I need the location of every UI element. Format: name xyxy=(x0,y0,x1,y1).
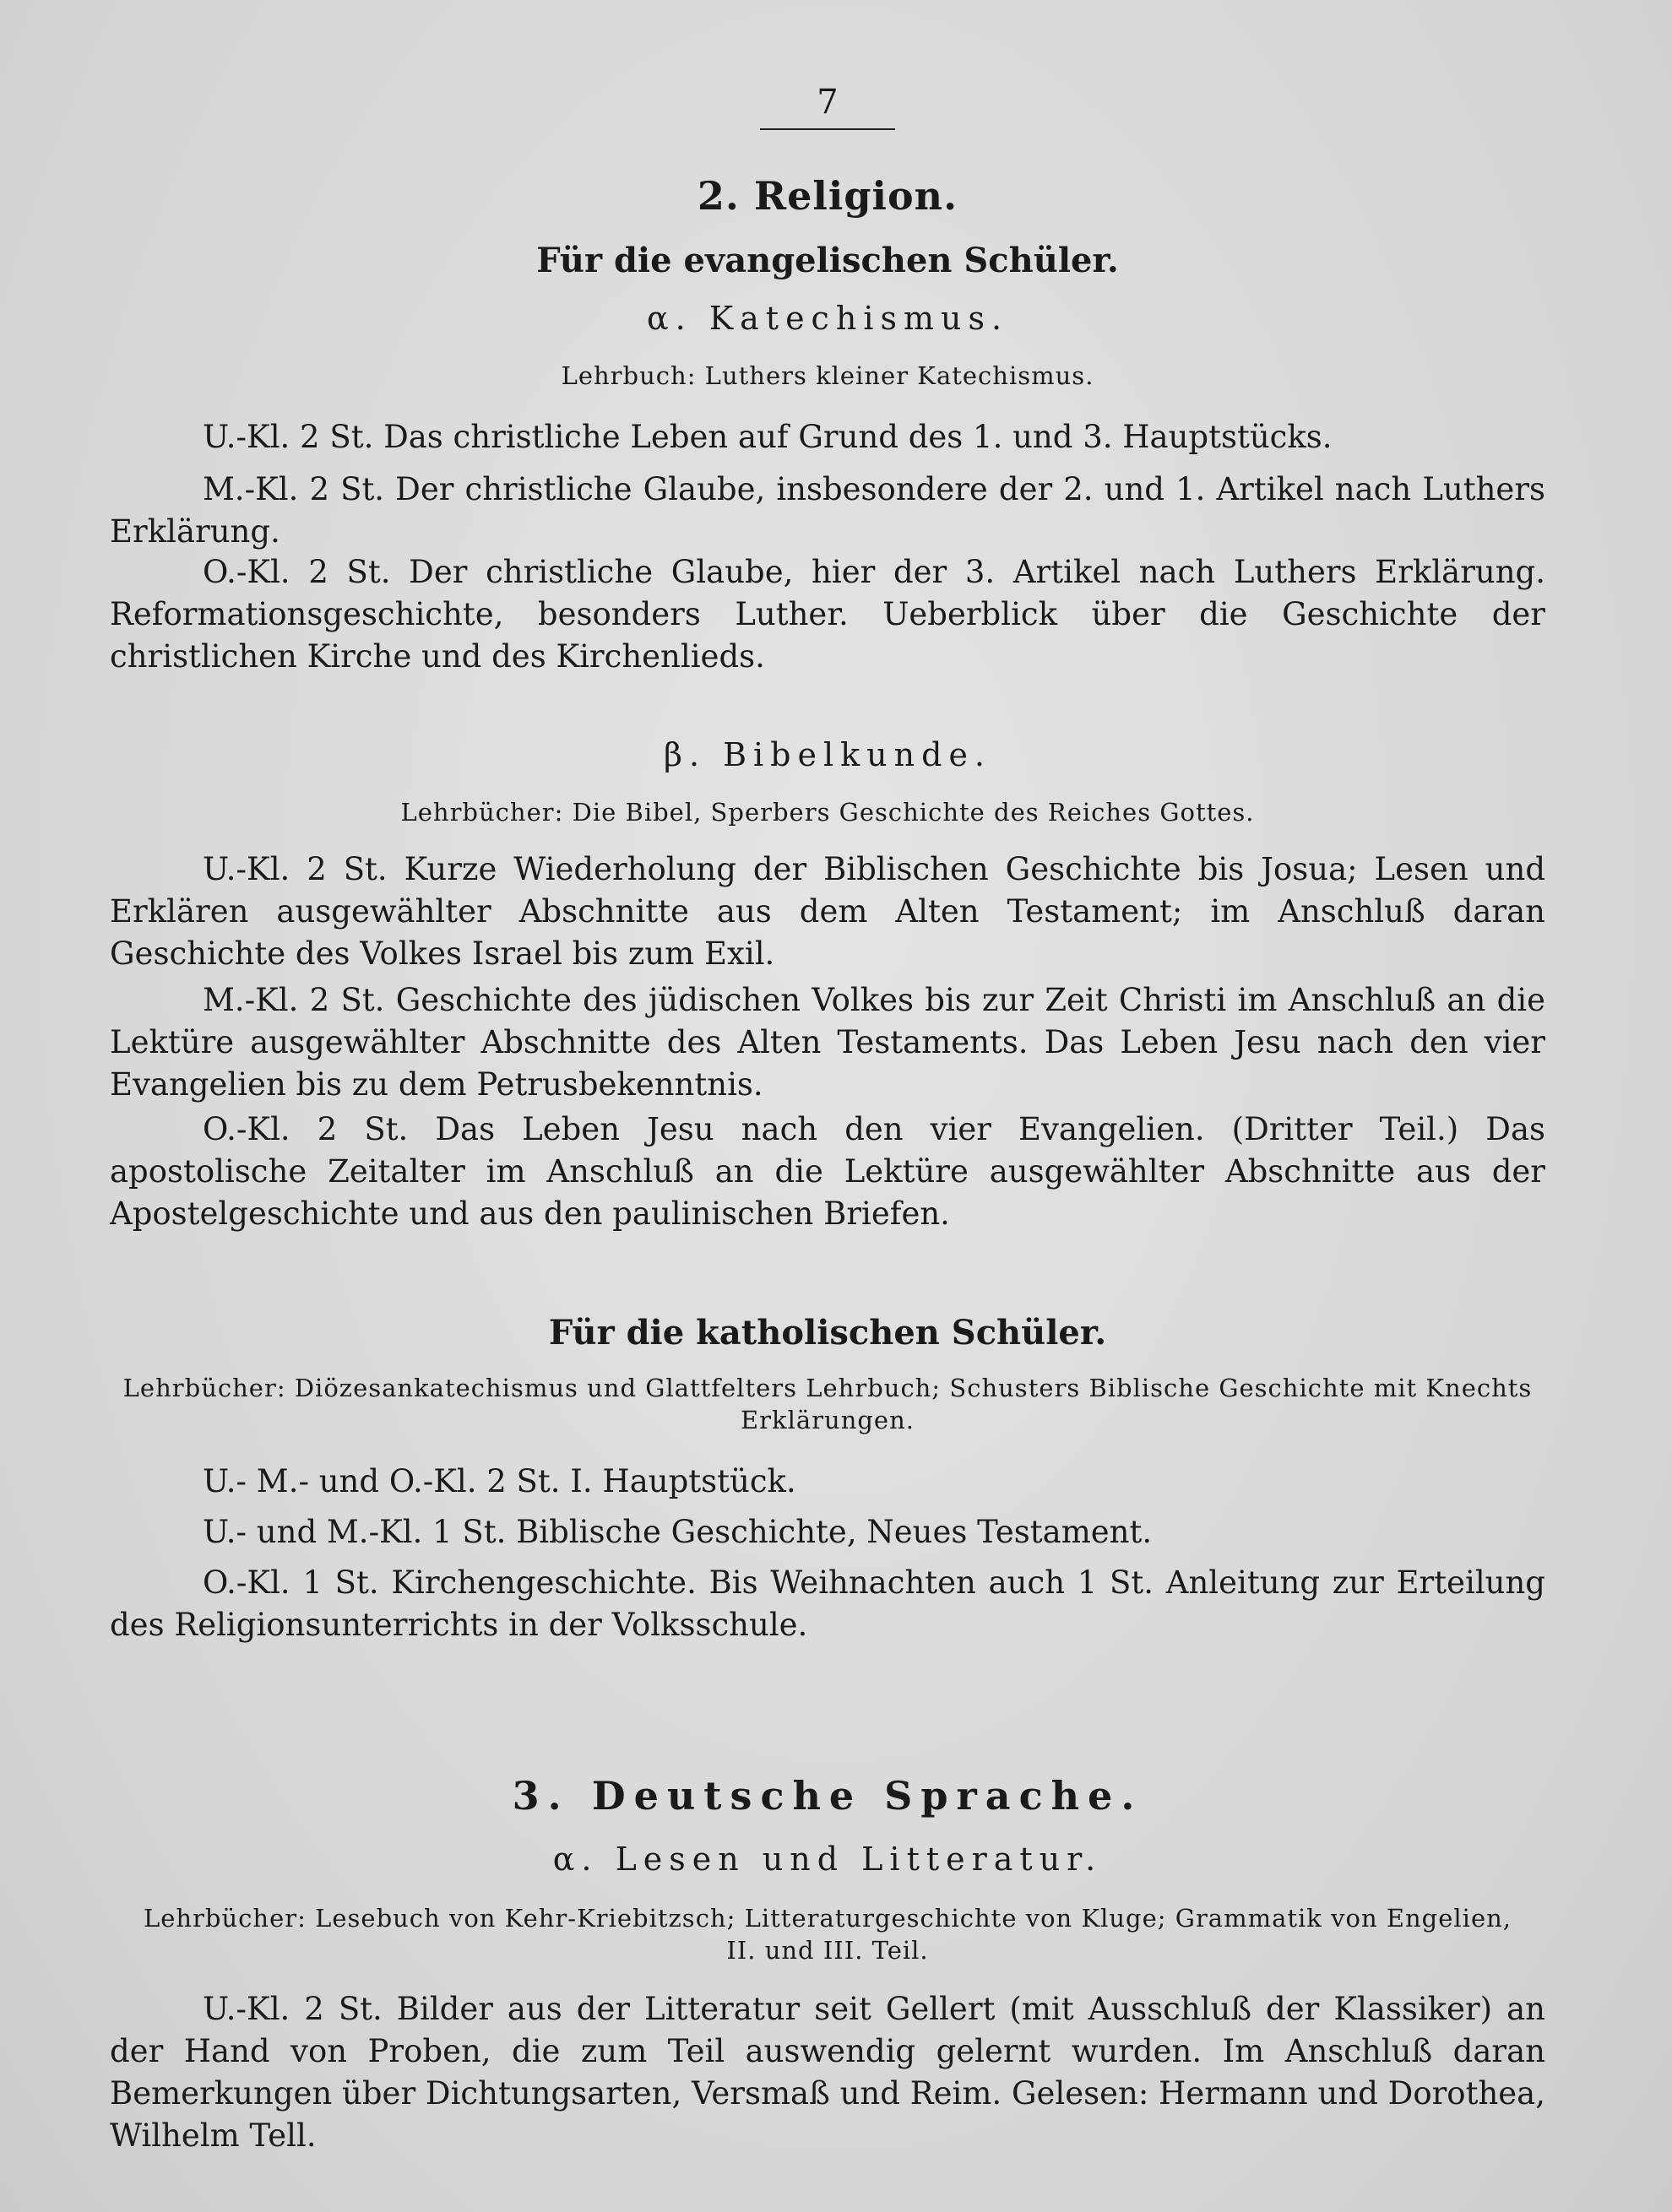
bible-entry-uk: U.-Kl. 2 St. Kurze Wiederholung der Biblischen Geschichte bis Josua; Lesen und Erklären ausgewählter Abschnitte aus dem Alten Testament; im Anschluß daran Geschichte des Volkes Israel bis zum Exil. xyxy=(110,851,1545,972)
bible-entry-ok: O.-Kl. 2 St. Das Leben Jesu nach den vier Evangelien. (Dritter Teil.) Das apostolische Zeitalter im Anschluß an die Lektüre ausgewählter Abschnitte aus der Apostelgeschichte und aus den paulinischen Briefen. xyxy=(110,1111,1545,1232)
textbook-catechism: Lehrbuch: Luthers kleiner Katechismus. xyxy=(561,361,1094,390)
textbook-reading-line2: II. und III. Teil. xyxy=(726,1936,929,1965)
subheading-bible: β. Bibelkunde. xyxy=(663,736,992,773)
textbook-catholic-line2: Erklärungen. xyxy=(740,1406,915,1434)
catechism-entry-mk: M.-Kl. 2 St. Der christliche Glaube, insbesondere der 2. und 1. Artikel nach Luthers Erklärung. xyxy=(110,471,1545,550)
page-number: 7 xyxy=(817,83,839,122)
section-title-religion: 2. Religion. xyxy=(697,173,958,219)
textbook-reading-line1: Lehrbücher: Lesebuch von Kehr-Kriebitzsch; Litteraturgeschichte von Kluge; Grammatik von Engelien, xyxy=(143,1904,1512,1933)
heading-catholic: Für die katholischen Schüler. xyxy=(548,1313,1107,1353)
textbook-bible: Lehrbücher: Die Bibel, Sperbers Geschichte des Reiches Gottes. xyxy=(400,798,1255,827)
heading-evangelical: Für die evangelischen Schüler. xyxy=(536,241,1119,280)
catechism-entry-uk: U.-Kl. 2 St. Das christliche Leben auf Grund des 1. und 3. Hauptstücks. xyxy=(203,419,1333,455)
bible-entry-mk: M.-Kl. 2 St. Geschichte des jüdischen Volkes bis zur Zeit Christi im Anschluß an die Lektüre ausgewählter Abschnitte des Alten Testaments. Das Leben Jesu nach den vier Evangelien bis zu dem Petrusbekenntnis. xyxy=(110,982,1545,1103)
catholic-entry-3: O.-Kl. 1 St. Kirchengeschichte. Bis Weihnachten auch 1 St. Anleitung zur Erteilung des Religionsunterrichts in der Volksschule. xyxy=(110,1564,1545,1643)
catholic-entry-2: U.- und M.-Kl. 1 St. Biblische Geschichte, Neues Testament. xyxy=(203,1514,1153,1550)
page-number-rule xyxy=(760,128,895,130)
subheading-catechism: α. Katechismus. xyxy=(646,300,1009,337)
catholic-entry-1: U.- M.- und O.-Kl. 2 St. I. Hauptstück. xyxy=(203,1463,796,1499)
subheading-reading: α. Lesen und Litteratur. xyxy=(552,1841,1103,1878)
catechism-entry-ok: O.-Kl. 2 St. Der christliche Glaube, hier der 3. Artikel nach Luthers Erklärung. Reformationsgeschichte, besonders Luther. Ueberblick über die Geschichte der christlichen Kirche und des Kirchenlieds. xyxy=(110,554,1545,675)
section-title-german: 3. Deutsche Sprache. xyxy=(512,1773,1143,1819)
reading-entry-uk: U.-Kl. 2 St. Bilder aus der Litteratur seit Gellert (mit Ausschluß der Klassiker) an der Hand von Proben, die zum Teil auswendig gelernt wurden. Im Anschluß daran Bemerkungen über Dichtungsarten, Versmaß und Reim. Gelesen: Hermann und Dorothea, Wilhelm Tell. xyxy=(110,1991,1545,2154)
textbook-catholic-line1: Lehrbücher: Diözesankatechismus und Glattfelters Lehrbuch; Schusters Biblische Geschichte mit Knechts xyxy=(122,1374,1533,1402)
